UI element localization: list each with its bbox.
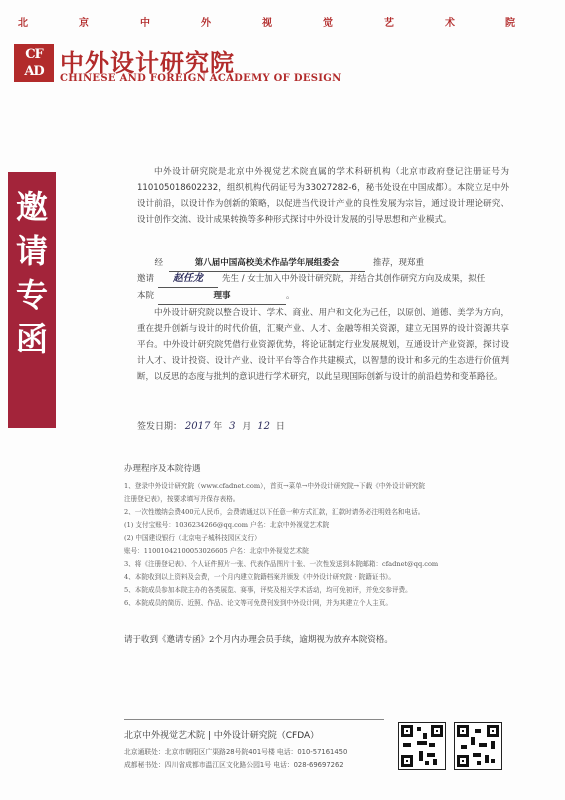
qr-finder <box>401 725 413 737</box>
strip-char: 觉 <box>323 18 333 29</box>
procedure-item: 6、本院成员的简历、近照、作品、论文等可免费刊发到中外设计网，并为其建立个人主页。 <box>124 599 392 607</box>
header-strip <box>0 0 565 34</box>
date-unit: 日 <box>275 422 285 432</box>
cfad-logo <box>14 44 54 82</box>
qr-module <box>491 759 495 763</box>
strip-char: 艺 <box>384 18 394 29</box>
strip-char: 京 <box>79 18 89 29</box>
date-day: 12 <box>257 421 270 432</box>
qr-module <box>479 743 487 747</box>
mission-text: 中外设计研究院以整合设计、学术、商业、用户和文化为己任，以原创、道德、美学为方向，重在提升创新与设计的时代价值，汇聚产业、人才、金融等相关资源，建立无国界的设计资源共享平台。中外设计研究院凭借行业资源优势，将论证制定行业发展规划，互通设计产业资源，探讨设计人才、设计投资、设计产业、设计平台等合作共建模式，以智慧的设计和多元的生态进行价值判断，以反思的态度与批判的意识进行学术研究，以此呈现国际创新与设计的前沿趋势和变革路径。 <box>137 308 509 382</box>
qr-module <box>425 761 429 765</box>
recommend-line <box>137 255 509 272</box>
qr-module <box>475 729 481 733</box>
qr-module <box>423 733 427 739</box>
procedure-item: 账号：11001042100053026605 户名：北京中外视觉艺术院 <box>124 547 309 555</box>
label-text: 推荐，现郑重 <box>373 258 425 268</box>
qr-module <box>485 755 489 763</box>
intro-text: 中外设计研究院是北京中外视觉艺术院直属的学术科研机构（北京市政府登记注册证号为110105018602232，组织机构代码证号为33027282-6，秘书处设在中国成都）。本院立足中外设计前沿，以设计作为创新的策略，以促进当代设计产业的良性发展为宗旨，通过设计理论研究、设计创作交流、设计成果转换等多种形式探讨中外设计发展的引导思想和产业模式。 <box>137 167 509 225</box>
invitee-line <box>137 271 509 288</box>
procedure-item: 5、本院成员参加本院主办的各类展览、赛事，评奖及相关学术活动，均可免初评，并免交参评费。 <box>124 586 412 594</box>
qr-code-icon <box>454 722 502 770</box>
qr-module <box>427 753 435 757</box>
qr-module <box>477 761 481 765</box>
side-title-char: 邀 <box>15 188 48 226</box>
footer-org-name: 北京中外视觉艺术院 | 中外设计研究院（CFDA） <box>124 731 320 741</box>
footer-address-beijing: 北京通联处：北京市朝阳区广渠路28号院401号楼 电话：010-57161450 <box>124 748 348 756</box>
invitee-name-field: 赵任龙 <box>158 271 218 288</box>
date-label: 签发日期： <box>137 422 183 432</box>
label-text: 。 <box>286 291 295 301</box>
side-title-char: 请 <box>15 232 48 270</box>
qr-code-icon <box>398 722 446 770</box>
qr-module <box>417 727 421 731</box>
date-month: 3 <box>229 421 236 432</box>
side-title-panel <box>8 172 56 428</box>
strip-char: 北 <box>18 18 28 29</box>
footer-address-chengdu: 成都秘书处：四川省成都市温江区文化路公园1号 电话：028-69697262 <box>124 761 344 769</box>
strip-char: 中 <box>140 18 150 29</box>
org-name-cn: 中外设计研究院 <box>60 49 235 77</box>
label-text: 本院 <box>137 291 155 301</box>
procedure-item: 2、一次性缴纳会费400元人民币，会费请通过以下任意一种方式汇款，汇款时请务必注明姓名和电话。 <box>124 508 425 516</box>
qr-module <box>417 741 427 745</box>
qr-module <box>403 743 411 747</box>
procedure-list <box>124 480 514 610</box>
side-title-char: 专 <box>15 276 48 314</box>
logo-line: CF <box>25 47 43 62</box>
qr-finder <box>487 725 499 737</box>
label-text: 先生 / 女士加入中外设计研究院，并结合其创作研究方向及成果，拟任 <box>222 274 486 284</box>
mission-paragraph <box>137 305 509 385</box>
qr-finder <box>401 755 413 767</box>
procedure-item: 注册登记表》，按要求填写并保存表格。 <box>124 495 240 503</box>
qr-module <box>419 751 423 761</box>
label-text: 邀请 <box>137 274 155 284</box>
side-title-char: 函 <box>15 320 48 358</box>
intro-paragraph <box>137 164 509 228</box>
position-line <box>137 288 509 305</box>
procedure-item: 4、本院收到以上资料及会费，一个月内建立院籍档案并颁发《中外设计研究院 · 院籍证书》。 <box>124 573 395 581</box>
procedure-item: 1、登录中外设计研究院（www.cfadnet.com），首页→菜单→中外设计研究院→下载《中外设计研究院 <box>124 482 425 490</box>
label-text: 经 <box>154 258 163 268</box>
strip-char: 院 <box>505 18 515 29</box>
recommender-field: 第八届中国高校美术作品学年展组委会 <box>169 255 365 272</box>
strip-char: 术 <box>445 18 455 29</box>
procedure-title: 办理程序及本院待遇 <box>124 464 201 474</box>
qr-finder <box>431 725 443 737</box>
date-year: 2017 <box>184 421 211 432</box>
closing-note: 请于收到《邀请专函》2个月内办理会员手续，逾期视为放弃本院资格。 <box>124 635 393 645</box>
strip-char: 外 <box>201 18 211 29</box>
qr-module <box>471 737 475 745</box>
qr-module <box>473 753 481 757</box>
issue-date <box>137 419 285 432</box>
qr-module <box>461 745 467 749</box>
procedure-item: (2) 中国建设银行（北京电子城科技园区支行） <box>124 534 261 542</box>
procedure-item: (1) 支付宝账号：1036234266@qq.com 户名：北京中外视觉艺术院 <box>124 521 330 529</box>
date-unit: 年 <box>213 422 223 432</box>
qr-module <box>433 759 437 765</box>
qr-module <box>491 741 495 749</box>
logo-line: AD <box>24 64 44 79</box>
strip-char: 视 <box>262 18 272 29</box>
qr-finder <box>457 755 469 767</box>
date-unit: 月 <box>242 422 252 432</box>
position-field: 理事 <box>158 288 286 305</box>
qr-finder <box>457 725 469 737</box>
procedure-item: 3、将《注册登记表》、个人证件照片一张、代表作品图片十张、一次性发送到本院邮箱：cfadnet@qq.com <box>124 560 439 568</box>
org-name-en: CHINESE AND FOREIGN ACADEMY OF DESIGN <box>60 73 342 84</box>
footer-divider <box>124 719 384 720</box>
qr-module <box>429 743 435 747</box>
